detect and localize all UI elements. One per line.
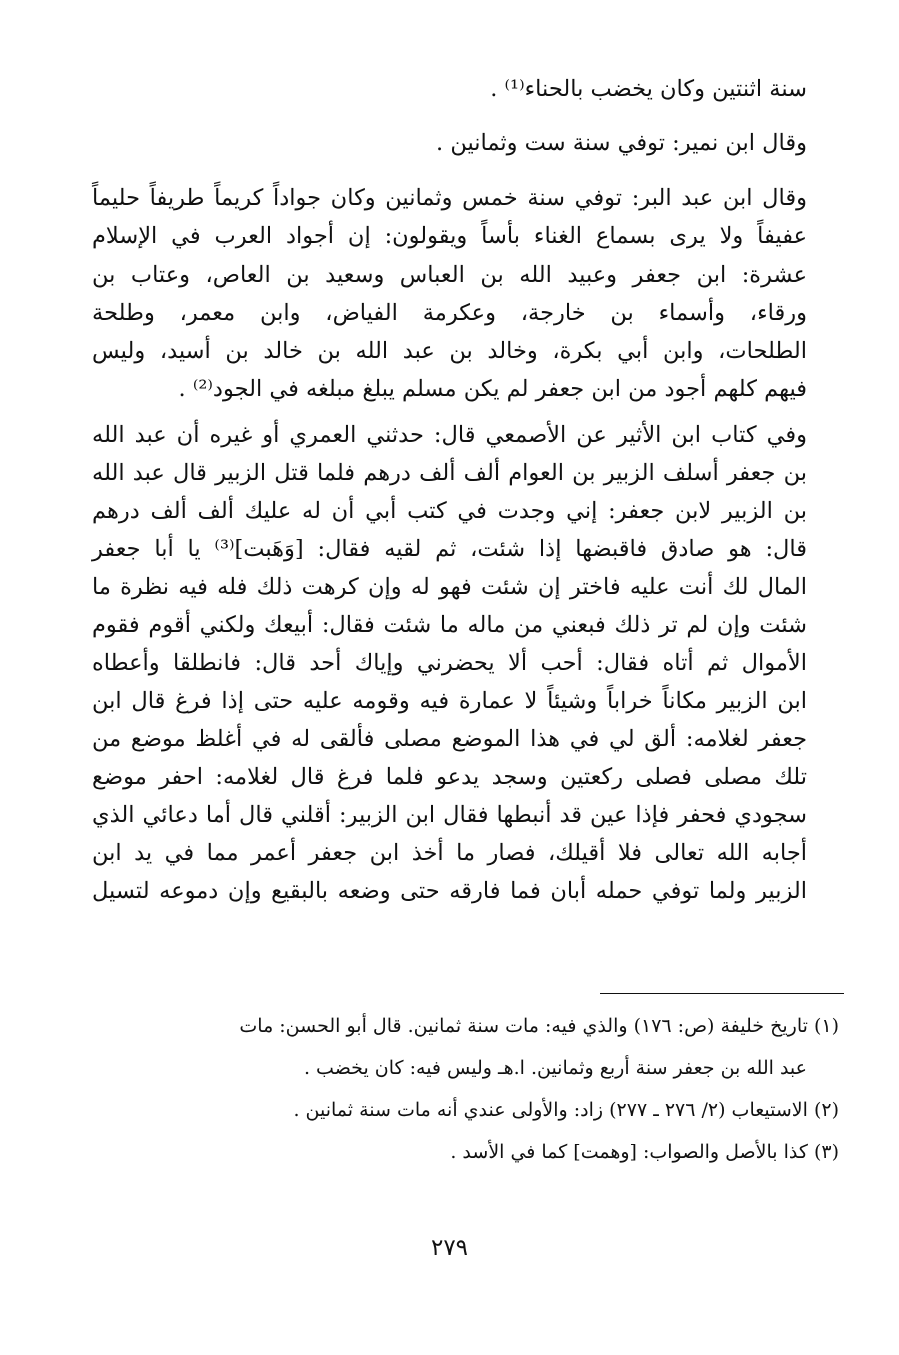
body-line: عشرة: ابن جعفر وعبيد الله بن العباس وسعيد بن العاص، وعتاب بن [92,262,807,288]
page-number: ٢٧٩ [430,1235,469,1261]
body-line: وقال ابن عبد البر: توفي سنة خمس وثمانين وكان جواداً كريماً طريفاً حليماً [92,185,807,211]
body-line: وقال ابن نمير: توفي سنة ست وثمانين . [436,130,807,156]
body-line: عفيفاً ولا يرى بسماع الغناء بأساً ويقولون: إن أجواد العرب في الإسلام [92,223,807,249]
footnote-1: (١) تاريخ خليفة (ص: ١٧٦) والذي فيه: مات سنة ثمانين. قال أبو الحسن: مات [239,1015,839,1037]
footnote-divider [600,993,844,994]
body-line: ورقاء، وأسماء بن خارجة، وعكرمة الفياض، وابن معمر، وطلحة [92,300,807,326]
body-line: جعفر لغلامه: ألق لي في هذا الموضع مصلى فألقى له في أغلظ موضع من [92,726,807,752]
footnote-3: (٣) كذا بالأصل والصواب: [وهمت] كما في الأسد . [450,1141,839,1163]
footnote-2: (٢) الاستيعاب (٢/ ٢٧٦ ـ ٢٧٧) زاد: والأولى عندي أنه مات سنة ثمانين . [293,1099,839,1121]
body-line: وفي كتاب ابن الأثير عن الأصمعي قال: حدثني العمري أو غيره أن عبد الله [92,422,807,448]
body-line: الأموال ثم أتاه فقال: أحب ألا يحضرني وإياك أحد قال: فانطلقا وأعطاه [92,650,807,676]
body-line: سجودي فحفر فإذا عين قد أنبطها فقال ابن الزبير: أقلني قال أما دعائي الذي [92,802,807,828]
body-line: الطلحات، وابن أبي بكرة، وخالد بن عبد الله بن خالد بن أسيد، وليس [92,338,807,364]
body-line: أجابه الله تعالى فلا أقيلك، فصار ما أخذ ابن جعفر أعمر مما في يد ابن [92,840,807,866]
footnote-1-continuation: عبد الله بن جعفر سنة أربع وثمانين. ا.هـ وليس فيه: كان يخضب . [303,1057,807,1079]
body-line: بن الزبير لابن جعفر: إني وجدت في كتب أبي أن له عليك ألف ألف درهم [92,498,807,524]
body-line: المال لك أنت عليه فاختر إن شئت فهو له وإن كرهت ذلك فله فيه نظرة ما [92,574,807,600]
body-line: شئت وإن لم تر ذلك فبعني من ماله ما شئت فقال: أبيعك ولكني أقوم فقوم [92,612,807,638]
body-line: الزبير ولما توفي حمله أبان فما فارقه حتى وضعه بالبقيع وإن دموعه لتسيل [92,878,807,904]
body-line: بن جعفر أسلف الزبير بن العوام ألف ألف درهم فلما قتل الزبير قال عبد الله [92,460,807,486]
body-line: ابن الزبير مكاناً خراباً وشيئاً لا عمارة فيه وقومه عليه حتى إذا فرغ قال ابن [92,688,807,714]
body-line: قال: هو صادق فاقبضها إذا شئت، ثم لقيه فقال: [وَهَبت]⁽³⁾ يا أبا جعفر [92,536,807,562]
body-line: سنة اثنتين وكان يخضب بالحناء⁽¹⁾ . [490,76,807,102]
body-line: فيهم كلهم أجود من ابن جعفر لم يكن مسلم يبلغ مبلغه في الجود⁽²⁾ . [178,376,807,402]
body-line: تلك مصلى فصلى ركعتين وسجد يدعو فلما فرغ قال لغلامه: احفر موضع [92,764,807,790]
